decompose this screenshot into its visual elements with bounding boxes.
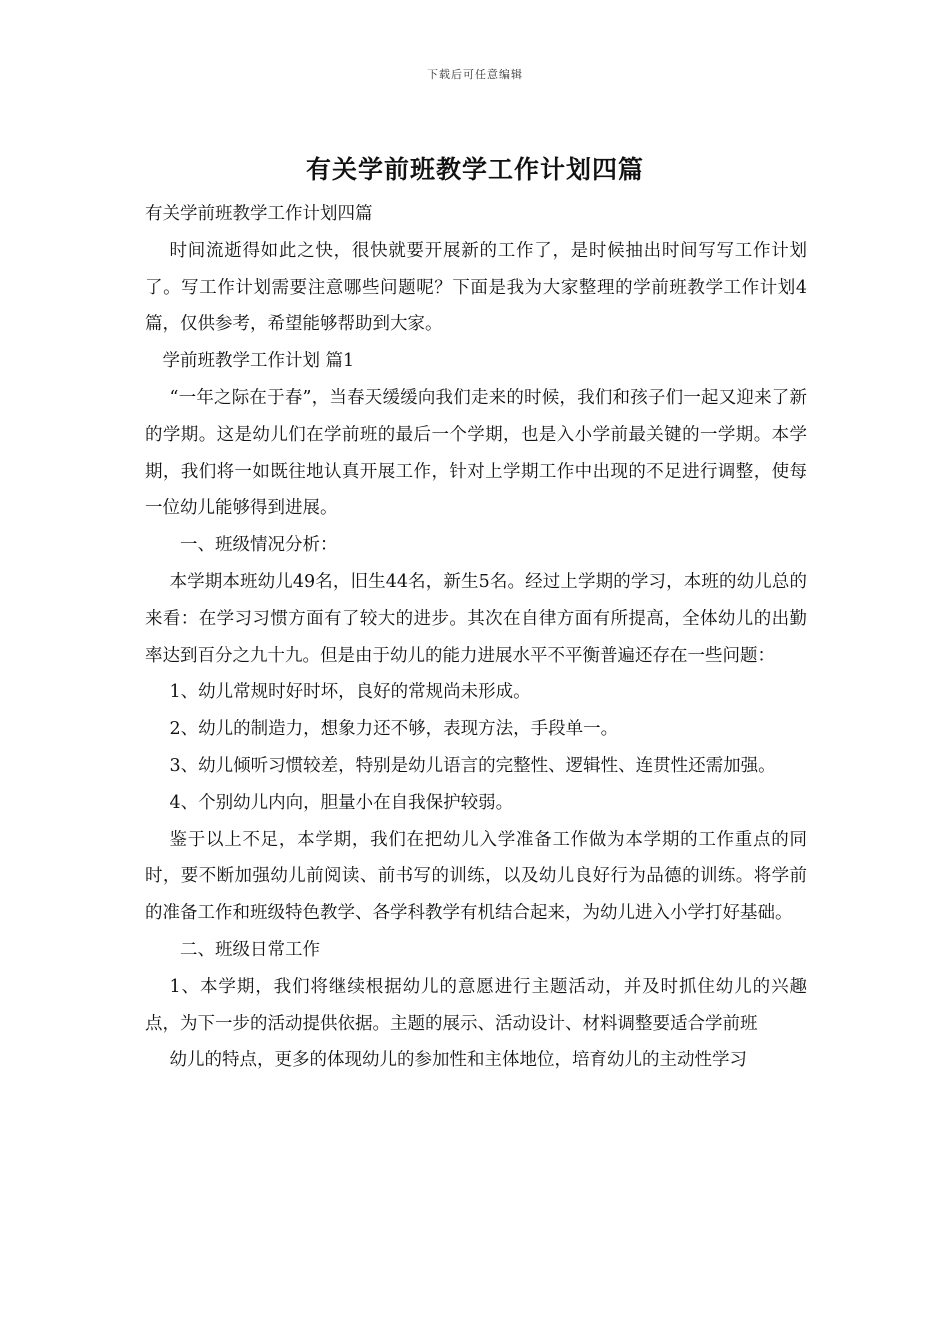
section-heading-daily-work: 二、班级日常工作: [180, 939, 320, 960]
paragraph-daily-1: 1、本学期，我们将继续根据幼儿的意愿进行主题活动，并及时抓住幼儿的兴趣点，为下一步的活动提供依据。主题的展示、活动设计、材料调整要适合学前班: [145, 976, 807, 1034]
paragraph-focus: 鉴于以上不足，本学期，我们在把幼儿入学准备工作做为本学期的工作重点的同时，要不断加强幼儿前阅读、前书写的训练，以及幼儿良好行为品德的训练。将学前的准备工作和班级特色教学、各学科教学有机结合起来，为幼儿进入小学打好基础。: [145, 829, 807, 924]
list-item-4: 4、个别幼儿内向，胆量小在自我保护较弱。: [169, 792, 514, 813]
list-item-3: 3、幼儿倾听习惯较差，特别是幼儿语言的完整性、逻辑性、连贯性还需加强。: [169, 755, 776, 776]
paragraph-daily-cont: 幼儿的特点，更多的体现幼儿的参加性和主体地位，培育幼儿的主动性学习: [169, 1050, 747, 1071]
list-item-1: 1、幼儿常规时好时坏，良好的常规尚未形成。: [169, 682, 531, 703]
document-title: 有关学前班教学工作计划四篇: [305, 155, 644, 184]
document-body: [145, 196, 807, 1079]
paragraph-intro: 时间流逝得如此之快，很快就要开展新的工作了，是时候抽出时间写写工作计划了。写工作计划需要注意哪些问题呢？下面是我为大家整理的学前班教学工作计划4篇，仅供参考，希望能够帮助到大家。: [145, 240, 807, 335]
list-item-2: 2、幼儿的制造力，想象力还不够，表现方法，手段单一。: [169, 719, 619, 740]
header-note: 下载后可任意编辑: [427, 68, 523, 81]
paragraph-subtitle: 有关学前班教学工作计划四篇: [145, 204, 373, 224]
section-heading-class-analysis: 一、班级情况分析：: [180, 535, 338, 556]
paragraph-spring: “一年之际在于春”，当春天缓缓向我们走来的时候，我们和孩子们一起又迎来了新的学期。这是幼儿们在学前班的最后一个学期，也是入小学前最关键的一学期。本学期，我们将一如既往地认真开展工作，针对上学期工作中出现的不足进行调整，使每一位幼儿能够得到进展。: [145, 387, 807, 519]
section-heading-plan-1: 学前班教学工作计划 篇1: [162, 351, 355, 372]
paragraph-class-stats: 本学期本班幼儿49名，旧生44名，新生5名。经过上学期的学习，本班的幼儿总的来看：在学习习惯方面有了较大的进步。其次在自律方面有所提高，全体幼儿的出勤率达到百分之九十九。但是由于幼儿的能力进展水平不平衡普遍还存在一些问题：: [145, 571, 807, 666]
